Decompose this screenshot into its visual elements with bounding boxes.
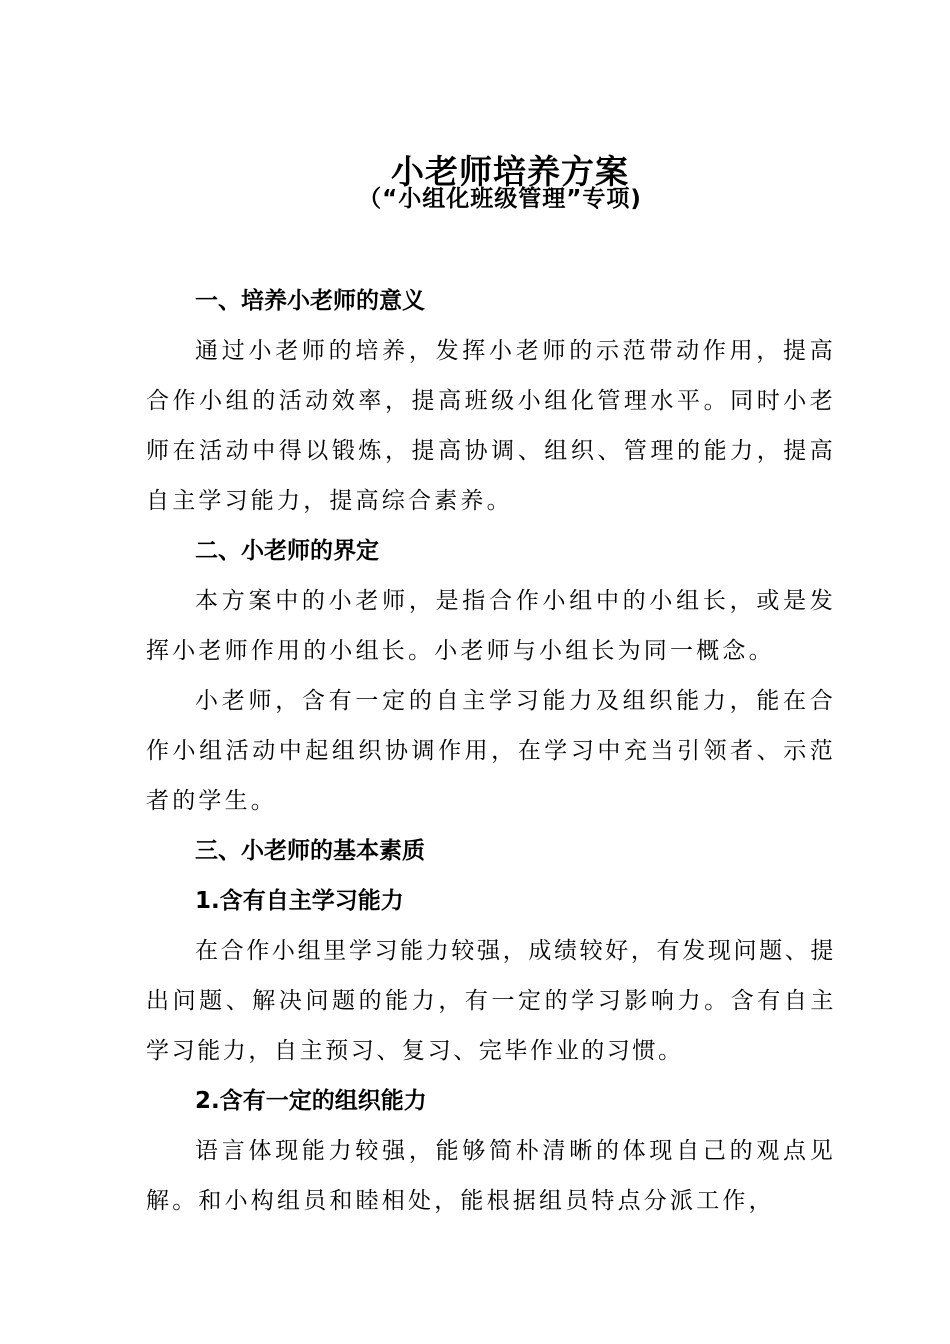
section-heading-qualities: 三、小老师的基本素质 xyxy=(195,838,425,864)
subsection-heading-organization: 2.含有一定的组织能力 xyxy=(195,1088,427,1114)
section-heading-definition: 二、小老师的界定 xyxy=(195,538,379,564)
paragraph-definition-1: 本方案中的小老师，是指合作小组中的小组长，或是发挥小老师作用的小组长。小老师与小组长为同一概念。 xyxy=(146,588,836,664)
paragraph-self-learning: 在合作小组里学习能力较强，成绩较好，有发现问题、提出问题、解决问题的能力，有一定的学习影响力。含有自主学习能力，自主预习、复习、完毕作业的习惯。 xyxy=(146,938,836,1064)
subsection-heading-self-learning: 1.含有自主学习能力 xyxy=(195,888,404,914)
document-subtitle: （“小组化班级管理”专项) xyxy=(358,186,642,212)
document-title: 小老师培养方案 xyxy=(391,152,629,192)
paragraph-definition-2: 小老师，含有一定的自主学习能力及组织能力，能在合作小组活动中起组织协调作用，在学习中充当引领者、示范者的学生。 xyxy=(146,688,836,814)
paragraph-organization: 语言体现能力较强，能够简朴清晰的体现自己的观点见解。和小构组员和睦相处，能根据组员特点分派工作， xyxy=(146,1138,836,1214)
section-heading-significance: 一、培养小老师的意义 xyxy=(195,288,425,314)
document-body xyxy=(146,276,836,1226)
paragraph-significance: 通过小老师的培养，发挥小老师的示范带动作用，提高合作小组的活动效率，提高班级小组化管理水平。同时小老师在活动中得以锻炼，提高协调、组织、管理的能力，提高自主学习能力，提高综合素养。 xyxy=(146,338,836,514)
